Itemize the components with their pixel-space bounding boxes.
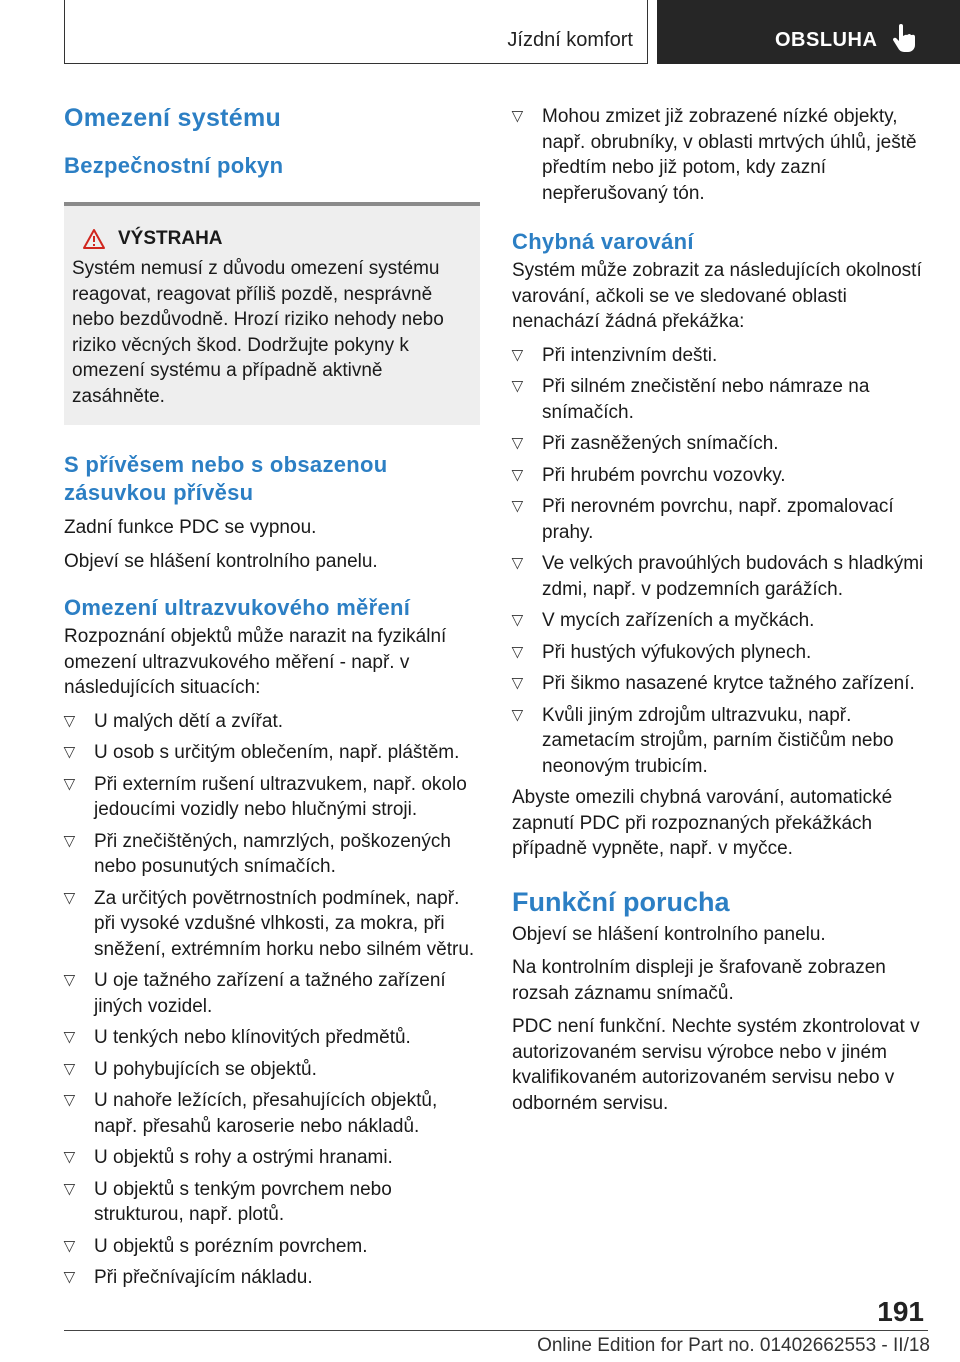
header-section-tab xyxy=(64,0,648,64)
trailer-text-2: Objeví se hlášení kontrolního panelu. xyxy=(64,550,378,572)
page-number: 191 xyxy=(877,1296,924,1327)
header-section-label: Jízdní komfort xyxy=(507,29,633,51)
list-item: ▷ Mohou zmizet již zobrazené nízké objekty, např. obrubníky, v oblasti mrtvých úhlů, ještě předtím nebo již potom, kdy zazní nepřerušovaný tón. xyxy=(512,104,928,206)
ultrasound-list xyxy=(64,709,480,1291)
malfunction-text-3: PDC není funkční. Nechte systém zkontrolovat v autorizovaném servisu výrobce nebo v jiném kvalifikovaném autorizovaném servisu nebo v odborném servisu. xyxy=(512,1016,920,1114)
list-item: ▷ Při šikmo nasazené krytce tažného zařízení. xyxy=(512,671,928,697)
list-item: ▷ U oje tažného zařízení a tažného zařízení jiných vozidel. xyxy=(64,968,480,1019)
hand-pointer-icon xyxy=(890,24,918,54)
list-item: ▷ Kvůli jiným zdrojům ultrazvuku, např. zametacím strojům, parním čističům nebo neonovým trubicím. xyxy=(512,703,928,780)
list-item: ▷ Při silném znečistění nebo námraze na snímačích. xyxy=(512,374,928,425)
list-item: ▷ Při intenzivním dešti. xyxy=(512,343,928,369)
list-item: ▷ Při hrubém povrchu vozovky. xyxy=(512,463,928,489)
safety-heading: Bezpečnostní pokyn xyxy=(64,153,284,178)
header-chapter-tab xyxy=(657,0,960,64)
warning-title: VÝSTRAHA xyxy=(118,228,223,249)
list-item: ▷ U objektů s porézním povrchem. xyxy=(64,1234,480,1260)
list-item: ▷ Za určitých povětrnostních podmínek, např. při vysoké vzdušné vlhkosti, za mokra, při sněžení, extrémním horku nebo silném větru. xyxy=(64,886,480,963)
malfunction-text-1: Objeví se hlášení kontrolního panelu. xyxy=(512,923,826,945)
ultrasound-heading: Omezení ultrazvukového měření xyxy=(64,595,411,620)
continued-list xyxy=(512,104,928,206)
right-column xyxy=(512,104,928,1116)
list-item: ▷ U tenkých nebo klínovitých předmětů. xyxy=(64,1025,480,1051)
warning-triangle-icon xyxy=(82,228,106,250)
list-item: ▷ U objektů s rohy a ostrými hranami. xyxy=(64,1145,480,1171)
trailer-text-1: Zadní funkce PDC se vypnou. xyxy=(64,517,317,538)
warning-box xyxy=(64,202,480,425)
list-item: ▷ Při znečištěných, namrzlých, poškozených nebo posunutých snímačích. xyxy=(64,829,480,880)
false-warnings-outro: Abyste omezili chybná varování, automatické zapnutí PDC při rozpoznaných překážkách případně vypněte, např. v myčce. xyxy=(512,787,893,859)
malfunction-heading: Funkční porucha xyxy=(512,886,730,917)
list-item: ▷ U nahoře ležících, přesahujících objektů, např. přesahů karoserie nebo nákladů. xyxy=(64,1088,480,1139)
trailer-heading: S přívěsem nebo s obsazenou zásuvkou přívěsu xyxy=(64,452,388,505)
list-item: ▷ V mycích zařízeních a myčkách. xyxy=(512,608,928,634)
malfunction-text-2: Na kontrolním displeji je šrafovaně zobrazen rozsah záznamu snímačů. xyxy=(512,957,886,1004)
list-item: ▷ U malých dětí a zvířat. xyxy=(64,709,480,735)
list-item: ▷ Při přečnívajícím nákladu. xyxy=(64,1265,480,1291)
list-item: ▷ Ve velkých pravoúhlých budovách s hladkými zdmi, např. v podzemních garážích. xyxy=(512,551,928,602)
footer-divider xyxy=(64,1330,928,1331)
left-column xyxy=(64,100,480,1297)
false-warnings-heading: Chybná varování xyxy=(512,229,694,254)
footer-edition: Online Edition for Part no. 01402662553 - II/18 xyxy=(537,1335,930,1356)
list-item: ▷ Při hustých výfukových plynech. xyxy=(512,640,928,666)
ultrasound-intro: Rozpoznání objektů může narazit na fyzikální omezení ultrazvukového měření - např. v následujících situacích: xyxy=(64,626,447,698)
section-title: Omezení systému xyxy=(64,104,282,132)
false-warnings-intro: Systém může zobrazit za následujících okolností varování, ačkoli se ve sledované oblasti nenachází žádná překážka: xyxy=(512,260,922,332)
warning-text: Systém nemusí z důvodu omezení systému reagovat, reagovat příliš pozdě, nesprávně nebo bezdůvodně. Hrozí riziko nehody nebo riziko věcných škod. Dodržujte pokyny k omezení systému a případně aktivně zasáhněte. xyxy=(72,258,444,407)
false-warnings-list xyxy=(512,343,928,780)
list-item: ▷ U osob s určitým oblečením, např. pláštěm. xyxy=(64,740,480,766)
list-item: ▷ U pohybujících se objektů. xyxy=(64,1057,480,1083)
list-item: ▷ Při externím rušení ultrazvukem, např. okolo jedoucími vozidly nebo hlučnými stroji. xyxy=(64,772,480,823)
list-item: ▷ Při zasněžených snímačích. xyxy=(512,431,928,457)
header-chapter-label: OBSLUHA xyxy=(775,29,878,51)
list-item: ▷ U objektů s tenkým povrchem nebo strukturou, např. plotů. xyxy=(64,1177,480,1228)
list-item: ▷ Při nerovném povrchu, např. zpomalovací prahy. xyxy=(512,494,928,545)
